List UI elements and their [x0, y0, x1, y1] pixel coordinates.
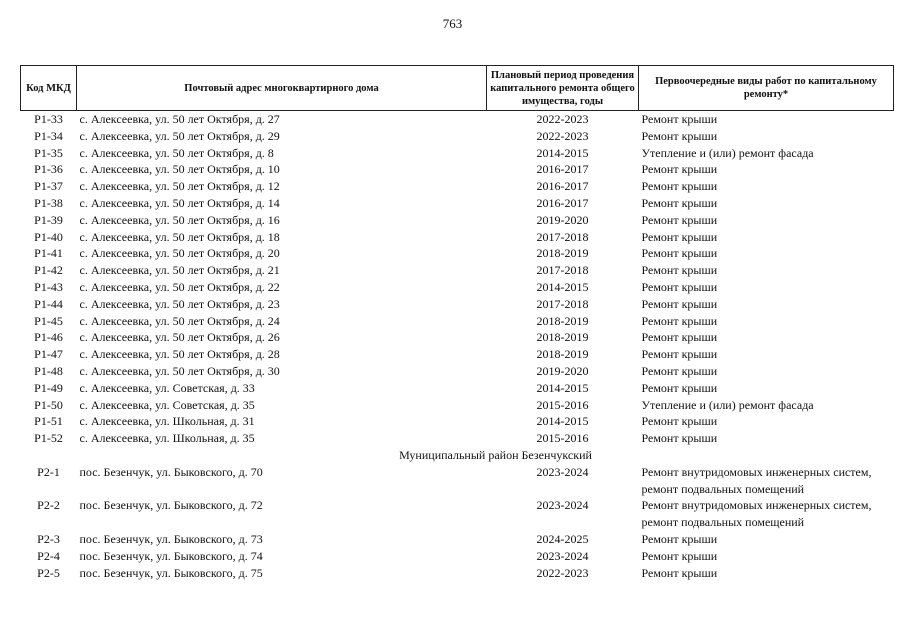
code-cell: Р1-37 — [34, 179, 63, 194]
period-cell: 2017-2018 — [536, 263, 589, 278]
column-header-address: Почтовый адрес многоквартирного дома — [77, 66, 487, 111]
address-cell: пос. Безенчук, ул. Быковского, д. 75 — [79, 565, 263, 580]
table-row — [21, 531, 894, 548]
table-row — [21, 296, 894, 313]
column-header-code: Код МКД — [21, 66, 77, 111]
table-row — [21, 195, 894, 212]
address-cell: пос. Безенчук, ул. Быковского, д. 74 — [79, 548, 263, 563]
works-text: Ремонт крыши — [641, 548, 718, 563]
table-row — [21, 464, 894, 498]
code-cell: Р2-4 — [37, 548, 60, 563]
period-cell: 2016-2017 — [536, 162, 589, 177]
works-text: Ремонт крыши — [641, 363, 718, 378]
works-text: Ремонт крыши — [641, 263, 718, 278]
works-cell — [639, 313, 894, 330]
works-text: Ремонт крыши — [641, 212, 718, 227]
page-number: 763 — [442, 16, 463, 31]
period-cell: 2014-2015 — [536, 279, 589, 294]
period-cell: 2022-2023 — [536, 112, 589, 126]
code-cell: Р1-44 — [34, 296, 63, 311]
table-row — [21, 229, 894, 246]
table-row — [21, 565, 894, 582]
address-cell: с. Алексеевка, ул. 50 лет Октября, д. 23 — [79, 296, 280, 311]
code-cell: Р2-2 — [37, 498, 60, 513]
repair-schedule-table — [20, 65, 894, 581]
period-cell: 2016-2017 — [536, 195, 589, 210]
table-row — [21, 313, 894, 330]
works-text: Ремонт крыши — [641, 414, 718, 429]
period-cell: 2018-2019 — [536, 313, 589, 328]
address-cell: с. Алексеевка, ул. 50 лет Октября, д. 20 — [79, 246, 280, 261]
works-text-continued: ремонт подвальных помещений — [641, 515, 805, 530]
works-cell — [639, 464, 894, 498]
period-cell: 2015-2016 — [536, 431, 589, 446]
period-cell: 2017-2018 — [536, 296, 589, 311]
table-row — [21, 161, 894, 178]
code-cell: Р2-5 — [37, 565, 60, 580]
works-text: Ремонт внутридомовых инженерных систем, — [641, 464, 872, 479]
address-cell: с. Алексеевка, ул. 50 лет Октября, д. 27 — [79, 112, 280, 126]
code-cell: Р1-39 — [34, 212, 63, 227]
code-cell: Р1-46 — [34, 330, 63, 345]
code-cell: Р1-49 — [34, 380, 63, 395]
period-cell: 2023-2024 — [536, 548, 589, 563]
address-cell: с. Алексеевка, ул. 50 лет Октября, д. 30 — [79, 363, 280, 378]
address-cell: с. Алексеевка, ул. Школьная, д. 31 — [79, 414, 255, 429]
table-header — [21, 66, 894, 111]
table-row — [21, 279, 894, 296]
works-cell — [639, 279, 894, 296]
code-cell: Р1-45 — [34, 313, 63, 328]
works-text: Ремонт крыши — [641, 279, 718, 294]
address-cell: пос. Безенчук, ул. Быковского, д. 72 — [79, 498, 263, 513]
address-cell: с. Алексеевка, ул. 50 лет Октября, д. 18 — [79, 229, 280, 244]
table-row — [21, 413, 894, 430]
table-row — [21, 397, 894, 414]
works-cell — [639, 380, 894, 397]
period-cell: 2023-2024 — [536, 464, 589, 479]
code-cell: Р1-33 — [34, 112, 63, 126]
section-title: Муниципальный район Безенчукский — [399, 447, 592, 462]
works-text: Ремонт крыши — [641, 162, 718, 177]
table-row — [21, 245, 894, 262]
works-text: Ремонт крыши — [641, 347, 718, 362]
code-cell: Р1-43 — [34, 279, 63, 294]
works-text: Ремонт крыши — [641, 195, 718, 210]
period-cell: 2017-2018 — [536, 229, 589, 244]
address-cell: с. Алексеевка, ул. 50 лет Октября, д. 21 — [79, 263, 280, 278]
section-title-row — [21, 447, 894, 464]
works-cell — [639, 397, 894, 414]
code-cell: Р1-42 — [34, 263, 63, 278]
address-cell: с. Алексеевка, ул. 50 лет Октября, д. 26 — [79, 330, 280, 345]
table-row — [21, 548, 894, 565]
works-cell — [639, 212, 894, 229]
address-cell: с. Алексеевка, ул. 50 лет Октября, д. 29 — [79, 128, 280, 143]
table-row — [21, 497, 894, 531]
code-cell: Р1-40 — [34, 229, 63, 244]
column-header-period: Плановый период проведения капитального ремонта общего имущества, годы — [487, 66, 639, 111]
period-cell: 2022-2023 — [536, 128, 589, 143]
works-cell — [639, 548, 894, 565]
works-text: Ремонт крыши — [641, 330, 718, 345]
address-cell: пос. Безенчук, ул. Быковского, д. 70 — [79, 464, 263, 479]
works-text: Ремонт крыши — [641, 431, 718, 446]
works-cell — [639, 363, 894, 380]
works-cell — [639, 195, 894, 212]
works-cell — [639, 430, 894, 447]
code-cell: Р1-52 — [34, 431, 63, 446]
code-cell: Р1-41 — [34, 246, 63, 261]
period-cell: 2018-2019 — [536, 330, 589, 345]
table-row — [21, 380, 894, 397]
table-row — [21, 178, 894, 195]
period-cell: 2023-2024 — [536, 498, 589, 513]
works-cell — [639, 229, 894, 246]
works-text-continued: ремонт подвальных помещений — [641, 481, 805, 496]
period-cell: 2014-2015 — [536, 380, 589, 395]
table-row — [21, 212, 894, 229]
address-cell: с. Алексеевка, ул. 50 лет Октября, д. 8 — [79, 145, 274, 160]
table-row — [21, 262, 894, 279]
address-cell: с. Алексеевка, ул. Советская, д. 33 — [79, 380, 255, 395]
code-cell: Р1-34 — [34, 128, 63, 143]
table-row — [21, 430, 894, 447]
code-cell: Р1-35 — [34, 145, 63, 160]
address-cell: с. Алексеевка, ул. 50 лет Октября, д. 16 — [79, 212, 280, 227]
code-cell: Р2-1 — [37, 464, 60, 479]
works-text: Ремонт крыши — [641, 246, 718, 261]
code-cell: Р1-50 — [34, 397, 63, 412]
works-cell — [639, 145, 894, 162]
table-row — [21, 111, 894, 128]
works-cell — [639, 296, 894, 313]
period-cell: 2018-2019 — [536, 246, 589, 261]
works-cell — [639, 329, 894, 346]
works-text: Ремонт крыши — [641, 229, 718, 244]
period-cell: 2014-2015 — [536, 414, 589, 429]
address-cell: с. Алексеевка, ул. 50 лет Октября, д. 12 — [79, 179, 280, 194]
address-cell: с. Алексеевка, ул. 50 лет Октября, д. 22 — [79, 279, 280, 294]
period-cell: 2019-2020 — [536, 363, 589, 378]
code-cell: Р2-3 — [37, 531, 60, 546]
code-cell: Р1-51 — [34, 414, 63, 429]
address-cell: пос. Безенчук, ул. Быковского, д. 73 — [79, 531, 263, 546]
period-cell: 2014-2015 — [536, 145, 589, 160]
works-text: Ремонт крыши — [641, 179, 718, 194]
works-cell — [639, 245, 894, 262]
works-text: Ремонт крыши — [641, 531, 718, 546]
code-cell: Р1-36 — [34, 162, 63, 177]
table-row — [21, 329, 894, 346]
period-cell: 2019-2020 — [536, 212, 589, 227]
address-cell: с. Алексеевка, ул. 50 лет Октября, д. 24 — [79, 313, 280, 328]
period-cell: 2015-2016 — [536, 397, 589, 412]
table-row — [21, 363, 894, 380]
address-cell: с. Алексеевка, ул. Школьная, д. 35 — [79, 431, 255, 446]
table-row — [21, 128, 894, 145]
column-header-works: Первоочередные виды работ по капитальному ремонту* — [639, 66, 894, 111]
works-cell — [639, 128, 894, 145]
works-text: Ремонт крыши — [641, 380, 718, 395]
works-cell — [639, 531, 894, 548]
address-cell: с. Алексеевка, ул. Советская, д. 35 — [79, 397, 255, 412]
works-cell — [639, 565, 894, 582]
address-cell: с. Алексеевка, ул. 50 лет Октября, д. 10 — [79, 162, 280, 177]
works-cell — [639, 346, 894, 363]
works-cell — [639, 111, 894, 128]
works-cell — [639, 161, 894, 178]
works-text: Ремонт внутридомовых инженерных систем, — [641, 498, 872, 513]
works-text: Ремонт крыши — [641, 565, 718, 580]
works-cell — [639, 262, 894, 279]
code-cell: Р1-48 — [34, 363, 63, 378]
works-text: Ремонт крыши — [641, 296, 718, 311]
period-cell: 2022-2023 — [536, 565, 589, 580]
period-cell: 2016-2017 — [536, 179, 589, 194]
period-cell: 2018-2019 — [536, 347, 589, 362]
works-cell — [639, 413, 894, 430]
works-text: Ремонт крыши — [641, 112, 718, 126]
period-cell: 2024-2025 — [536, 531, 589, 546]
address-cell: с. Алексеевка, ул. 50 лет Октября, д. 28 — [79, 347, 280, 362]
works-cell — [639, 497, 894, 531]
works-text: Ремонт крыши — [641, 313, 718, 328]
table-row — [21, 145, 894, 162]
works-text: Утепление и (или) ремонт фасада — [641, 397, 814, 412]
works-text: Утепление и (или) ремонт фасада — [641, 145, 814, 160]
table-row — [21, 346, 894, 363]
table-body — [21, 111, 894, 582]
works-cell — [639, 178, 894, 195]
code-cell: Р1-38 — [34, 195, 63, 210]
works-text: Ремонт крыши — [641, 128, 718, 143]
address-cell: с. Алексеевка, ул. 50 лет Октября, д. 14 — [79, 195, 280, 210]
code-cell: Р1-47 — [34, 347, 63, 362]
